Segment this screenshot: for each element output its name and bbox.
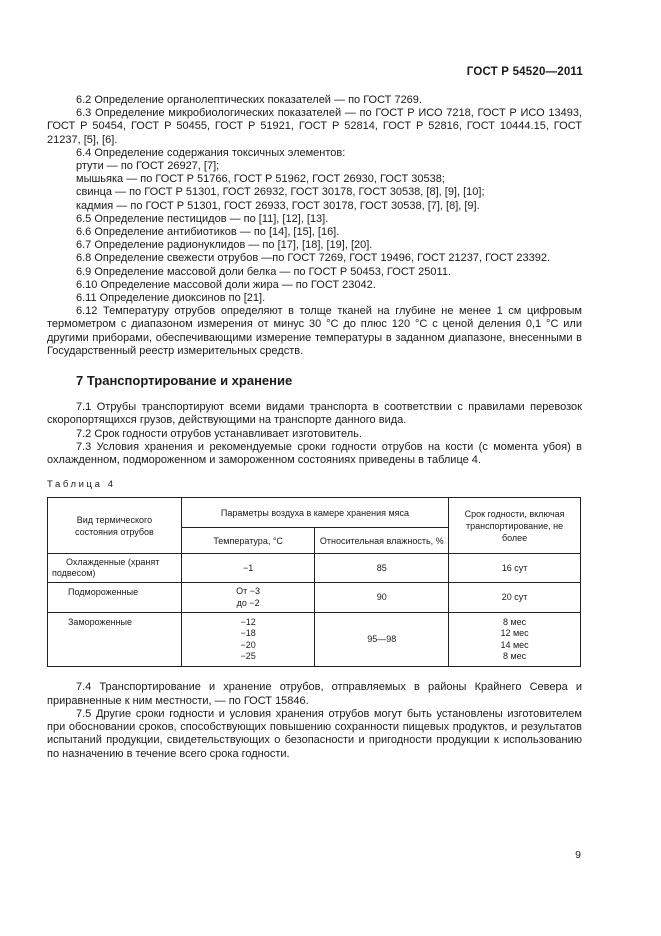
cell-state: Подмороженные [48, 583, 182, 613]
table-row [48, 583, 581, 613]
paragraph-6-8: 6.8 Определение свежести отрубов —по ГОСТ 7269, ГОСТ 19496, ГОСТ 21237, ГОСТ 23392. [76, 252, 550, 265]
cell-shelf-life: 16 сут [449, 554, 581, 583]
cell-temperature: −12 −18 −20 −25 [181, 613, 315, 667]
storage-table [47, 497, 581, 667]
cell-humidity: 90 [315, 583, 449, 613]
paragraph-7-3: 7.3 Условия хранения и рекомендуемые сроки годности отрубов на кости (с момента убоя) в охлажденном, подмороженном и замороженном состояниях приведены в таблице 4. [47, 440, 582, 467]
cell-humidity: 85 [315, 554, 449, 583]
paragraph-arsenic: мышьяка — по ГОСТ Р 51766, ГОСТ Р 51962, ГОСТ 26930, ГОСТ 30538; [76, 173, 445, 186]
page-number: 9 [575, 849, 581, 861]
paragraph-6-11: 6.11 Определение диоксинов по [21]. [76, 292, 266, 305]
paragraph-lead: свинца — по ГОСТ Р 51301, ГОСТ 26932, ГОСТ 30178, ГОСТ 30538, [8], [9], [10]; [76, 186, 485, 199]
cell-state: Охлажденные (хранят подвесом) [48, 554, 182, 583]
paragraph-6-5: 6.5 Определение пестицидов — по [11], [12], [13]. [76, 212, 329, 225]
header-humidity: Относительная влажность, % [315, 528, 449, 554]
paragraph-6-2: 6.2 Определение органолептических показателей — по ГОСТ 7269. [76, 94, 422, 106]
header-state: Вид термического состояния отрубов [48, 498, 182, 554]
table-caption: Таблица 4 [47, 479, 116, 491]
document-body [47, 94, 582, 761]
paragraph-6-6: 6.6 Определение антибиотиков — по [14], [15], [16]. [76, 226, 340, 239]
table-row [48, 613, 581, 667]
header-params: Параметры воздуха в камере хранения мяса [181, 498, 448, 528]
cell-humidity: 95—98 [315, 613, 449, 667]
paragraph-7-5: 7.5 Другие сроки годности и условия хранения отрубов могут быть установлены изготовителем при обосновании сроков, способствующих повышению сохранности пищевых продуктов, и результатов испытаний продукции, свидетельствующих о безопасности и пригодности продукции к использованию по назначению в течение всего срока годности. [47, 707, 582, 760]
paragraph-6-9: 6.9 Определение массовой доли белка — по ГОСТ Р 50453, ГОСТ 25011. [76, 265, 452, 278]
paragraph-6-10: 6.10 Определение массовой доли жира — по ГОСТ 23042. [76, 278, 376, 291]
paragraph-7-2: 7.2 Срок годности отрубов устанавливает изготовитель. [76, 427, 362, 440]
paragraph-cadmium: кадмия — по ГОСТ Р 51301, ГОСТ 26933, ГОСТ 30178, ГОСТ 30538, [7], [8], [9]. [76, 199, 480, 212]
header-shelf-life: Срок годности, включая транспортирование, не более [449, 498, 581, 554]
paragraph-6-3: 6.3 Определение микробиологических показателей — по ГОСТ Р ИСО 7218, ГОСТ Р ИСО 13493, ГОСТ Р 50454, ГОСТ Р 50455, ГОСТ Р 51921, ГОСТ Р 52814, ГОСТ Р 52816, ГОСТ 10444.15, ГОСТ 21237, [5], [6]. [47, 107, 582, 146]
cell-shelf-life: 20 сут [449, 583, 581, 613]
paragraph-7-4: 7.4 Транспортирование и хранение отрубов, отправляемых в районы Крайнего Севера и приравненные к ним местности, — по ГОСТ 15846. [47, 681, 582, 707]
paragraph-6-4: 6.4 Определение содержания токсичных элементов: [76, 146, 346, 159]
cell-state: Замороженные [48, 613, 182, 667]
paragraph-6-7: 6.7 Определение радионуклидов — по [17], [18], [19], [20]. [76, 239, 373, 252]
cell-temperature: −1 [181, 554, 315, 583]
paragraph-6-12: 6.12 Температуру отрубов определяют в толще тканей на глубине не менее 1 см цифровым термометром с диапазоном измерения от минус 30 °С до плюс 120 °С с ценой деления 0,1 °С или другими приборами, обеспечивающими измерение температуры в заданном диапазоне, внесенными в Государственный реестр измерительных средств. [47, 305, 582, 357]
after-table-block [47, 681, 582, 760]
cell-shelf-life: 8 мес 12 мес 14 мес 8 мес [449, 613, 581, 667]
paragraph-7-1: 7.1 Отрубы транспортируют всеми видами транспорта в соответствии с правилами перевозок скоропортящихся грузов, действующими на транспорте данного вида. [47, 401, 582, 427]
table-row [48, 554, 581, 583]
paragraph-mercury: ртути — по ГОСТ 26927, [7]; [76, 160, 220, 173]
header-temperature: Температура, °С [181, 528, 315, 554]
document-header-title: ГОСТ Р 54520—2011 [466, 66, 583, 78]
cell-temperature: От −3 до −2 [181, 583, 315, 613]
section-title: 7 Транспортирование и хранение [76, 373, 293, 389]
